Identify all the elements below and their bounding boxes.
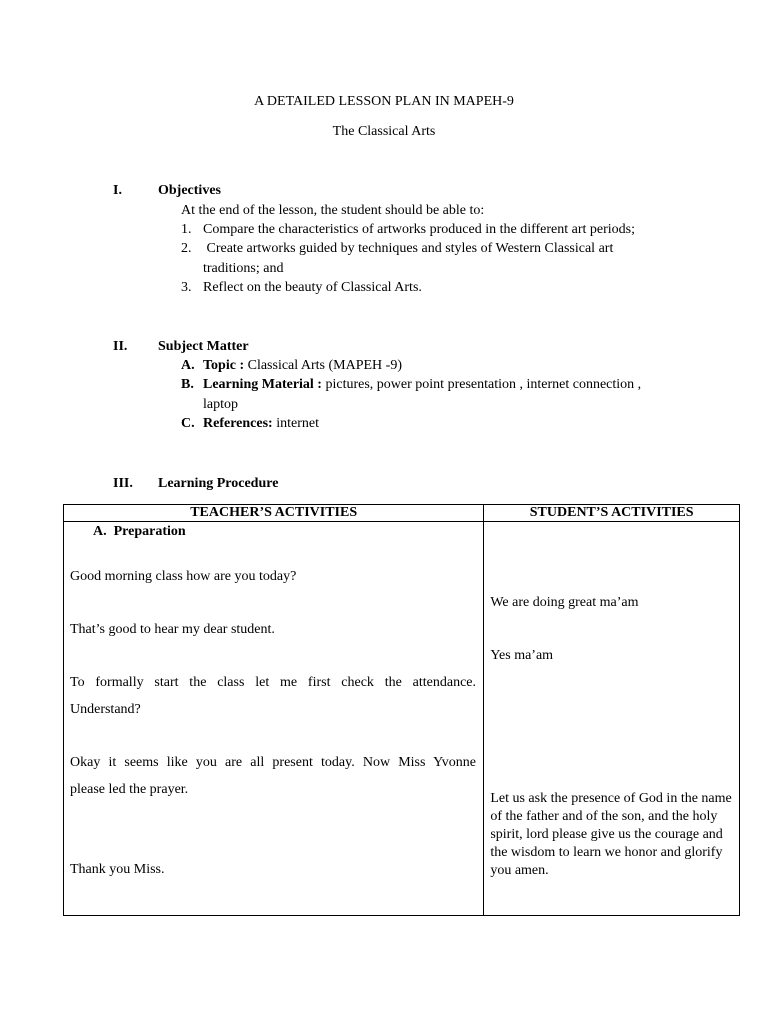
section-title-procedure: Learning Procedure (158, 476, 279, 491)
student-line: Yes ma’am (490, 648, 554, 663)
document-title: A DETAILED LESSON PLAN IN MAPEH-9 (254, 94, 514, 109)
objective-text: Create artworks guided by techniques and styles of Western Classical art (203, 241, 614, 256)
objectives-intro: At the end of the lesson, the student should be able to: (181, 203, 485, 218)
subject-item-value: Classical Arts (MAPEH -9) (244, 358, 402, 373)
subject-item-letter: B. (181, 377, 194, 392)
subject-item-references (203, 416, 319, 432)
objective-number: 2. (181, 241, 192, 256)
subject-item-topic (203, 358, 402, 374)
preparation-heading: A. Preparation (93, 524, 186, 539)
subject-item-label: Topic : (203, 358, 245, 373)
student-activities-cell (484, 522, 740, 916)
subject-item-letter: A. (181, 358, 195, 373)
subject-item-letter: C. (181, 416, 195, 431)
teacher-activities-cell (64, 522, 484, 916)
procedure-table (63, 504, 740, 916)
subject-item-value-continued: laptop (203, 397, 238, 412)
section-numeral-procedure: III. (113, 476, 133, 491)
objective-number: 1. (181, 222, 192, 237)
section-numeral-subject-matter: II. (113, 339, 128, 354)
teacher-line: To formally start the class let me first check the attendance. (70, 675, 476, 690)
document-subtitle: The Classical Arts (332, 124, 436, 139)
procedure-table-row (64, 522, 740, 916)
subject-item-label: Learning Material : (203, 377, 322, 392)
teacher-line: Good morning class how are you today? (70, 569, 297, 584)
objective-text: Compare the characteristics of artworks produced in the different art periods; (203, 222, 636, 237)
teacher-line: Thank you Miss. (70, 862, 165, 877)
objective-text-continued: traditions; and (203, 261, 284, 276)
student-line: Let us ask the presence of God in the name of the father and of the son, and the holy spirit, lord please give us the courage and the wisdom to learn we honor and glorify you amen. (490, 791, 732, 878)
subject-item-value: pictures, power point presentation , internet connection , (321, 377, 642, 392)
section-title-subject-matter: Subject Matter (158, 339, 249, 354)
section-title-objectives: Objectives (158, 183, 221, 198)
teacher-line: Understand? (70, 702, 141, 717)
objective-number: 3. (181, 280, 192, 295)
teacher-column-header: TEACHER’S ACTIVITIES (64, 505, 484, 522)
student-line: We are doing great ma’am (490, 595, 639, 610)
teacher-line: That’s good to hear my dear student. (70, 622, 275, 637)
teacher-line: Okay it seems like you are all present today. Now Miss Yvonne (70, 755, 476, 770)
subject-item-value: internet (272, 416, 319, 431)
teacher-line: please led the prayer. (70, 782, 189, 797)
objective-text: Reflect on the beauty of Classical Arts. (203, 280, 422, 295)
student-column-header: STUDENT’S ACTIVITIES (484, 505, 740, 522)
subject-item-label: References: (203, 416, 273, 431)
section-numeral-objectives: I. (113, 183, 122, 198)
subject-item-learning-material (203, 377, 641, 393)
procedure-table-header-row (64, 505, 740, 522)
